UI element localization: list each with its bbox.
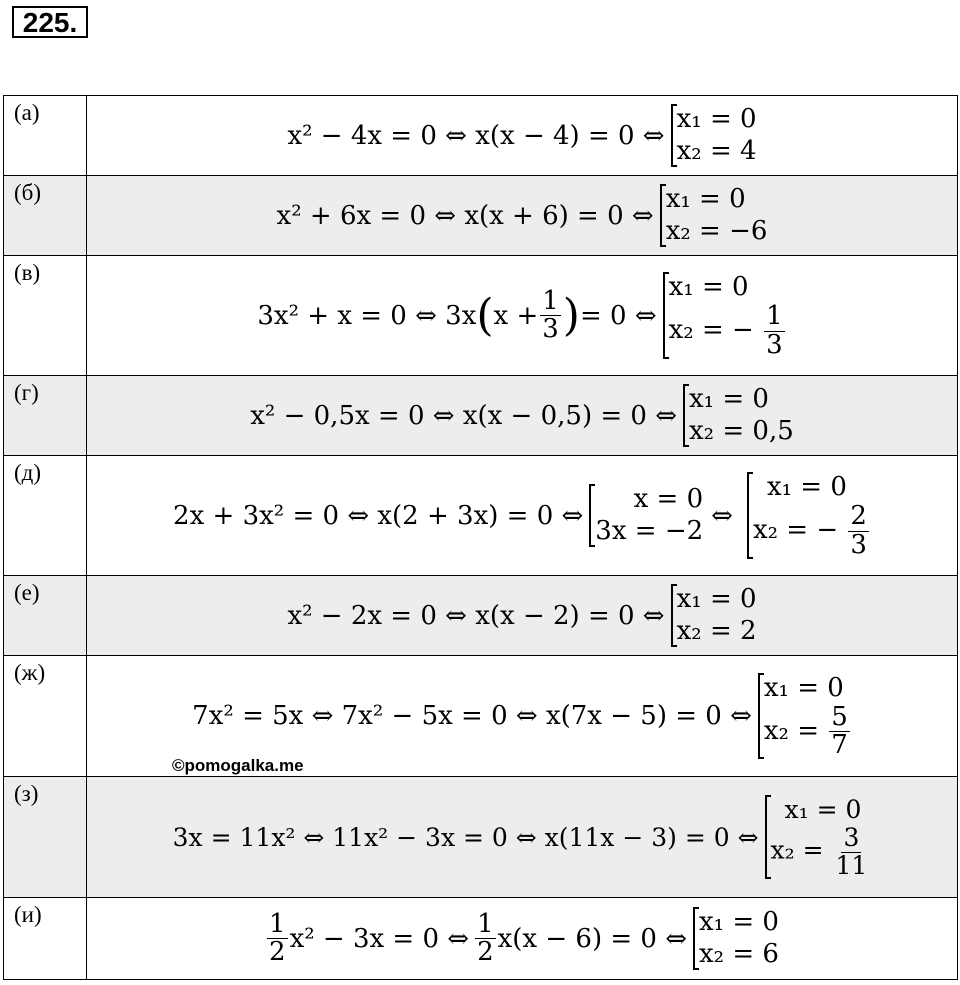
denominator: 2: [477, 937, 494, 967]
fraction: [834, 825, 870, 879]
table-row: [4, 456, 958, 576]
equation-text: x² − 3x = 0 ⇔: [289, 923, 470, 954]
root-1: x₁ = 0: [763, 672, 844, 703]
equation-text: x² − 2x = 0 ⇔ x(x − 2) = 0 ⇔: [287, 600, 665, 631]
row-label: (и): [4, 898, 87, 980]
row-label: (ж): [4, 656, 87, 777]
root-2: x₂ = − $\frac{1}{3}$: [668, 301, 783, 360]
solution-table: [3, 95, 958, 980]
fraction: [475, 908, 496, 967]
numerator: 2: [850, 501, 867, 532]
task-number: 225.: [12, 6, 88, 38]
numerator: 3: [843, 823, 860, 853]
numerator: 5: [831, 701, 848, 732]
fraction: [267, 908, 288, 967]
root-system: [758, 673, 852, 760]
root-2: x₂ = 6: [699, 938, 779, 969]
equation-cell: [87, 376, 958, 456]
row-label: (е): [4, 576, 87, 656]
root-system: [671, 104, 757, 166]
root-1: x₁ = 0: [689, 384, 769, 415]
intermediate-system: x = 0 3x = −2: [589, 484, 703, 546]
table-row: [4, 777, 958, 898]
root-system: [683, 384, 794, 446]
equation-text: 7x² = 5x ⇔ 7x² − 5x = 0 ⇔ x(7x − 5) = 0 ⇔: [192, 701, 752, 731]
root-2: x₂ = 2: [676, 615, 757, 646]
numerator: 1: [269, 908, 286, 939]
table-row: [4, 898, 958, 980]
fraction: [764, 303, 785, 359]
root-system: [660, 184, 768, 246]
equation-text: x² − 0,5x = 0 ⇔ x(x − 0,5) = 0 ⇔: [250, 400, 677, 431]
denominator: 11: [835, 850, 868, 880]
table-row: [4, 656, 958, 777]
table-row: [4, 376, 958, 456]
numerator: 1: [542, 285, 559, 316]
numerator: 1: [477, 908, 494, 939]
equation-cell: [87, 256, 958, 376]
root-system: [747, 472, 871, 559]
table-row: [4, 176, 958, 256]
equation-text: 3x = 11x² ⇔ 11x² − 3x = 0 ⇔ x(11x − 3) = 0 ⇔: [172, 822, 759, 852]
root-2: x₂ = −6: [665, 215, 768, 246]
root-system: [693, 907, 779, 969]
denominator: 3: [850, 529, 867, 560]
equation-text: 3x² + x = 0 ⇔ 3x: [257, 300, 477, 331]
root-2: x₂ = 0,5: [689, 415, 794, 446]
equation-cell: [87, 576, 958, 656]
root-system: [765, 795, 872, 879]
table-row: [4, 256, 958, 376]
equation-text: x² − 4x = 0 ⇔ x(x − 4) = 0 ⇔: [287, 120, 665, 151]
denominator: 3: [542, 314, 559, 344]
root-2: x₂ = $\frac{3}{11}$: [770, 823, 868, 880]
equation-cell: [87, 898, 958, 980]
root-1: x₁ = 0: [699, 907, 779, 938]
root-1: x₁ = 0: [668, 272, 749, 303]
root-1: x₁ = 0: [766, 472, 847, 503]
root-system: [671, 584, 757, 646]
equation-cell: [87, 96, 958, 176]
denominator: 2: [269, 937, 286, 967]
equivalence-arrow: ⇔: [711, 500, 733, 531]
root-1: x₁ = 0: [676, 104, 757, 135]
numerator: 1: [766, 301, 783, 332]
equation-text: = 0 ⇔: [579, 300, 657, 331]
left-paren: (: [476, 289, 494, 341]
root-2: x₂ = − $\frac{2}{3}$: [752, 501, 867, 560]
watermark: ©pomogalka.me: [172, 756, 304, 775]
equation-text: x(x − 6) = 0 ⇔: [497, 923, 688, 954]
table-row: [4, 96, 958, 176]
fraction: [540, 285, 561, 344]
fraction: [829, 701, 850, 761]
equation-text: 2x + 3x² = 0 ⇔ x(2 + 3x) = 0 ⇔: [173, 500, 584, 531]
root-1: x₁ = 0: [665, 184, 746, 215]
fraction: [848, 503, 869, 559]
equation-cell: [87, 777, 958, 898]
row-label: (б): [4, 176, 87, 256]
root-2: x₂ = 4: [676, 135, 757, 166]
equation-cell: [87, 456, 958, 576]
row-label: (г): [4, 376, 87, 456]
denominator: 7: [831, 730, 848, 761]
equation-text: x +: [493, 300, 539, 331]
row-label: (з): [4, 777, 87, 898]
equation-text: x² + 6x = 0 ⇔ x(x + 6) = 0 ⇔: [276, 200, 654, 231]
root-1: x₁ = 0: [784, 795, 862, 825]
right-paren: ): [562, 289, 580, 341]
row-label: (в): [4, 256, 87, 376]
row-label: (а): [4, 96, 87, 176]
root-2: x₂ = $\frac{5}{7}$: [763, 701, 848, 761]
root-system: [663, 272, 787, 359]
row-label: (д): [4, 456, 87, 576]
root-1: x₁ = 0: [676, 584, 757, 615]
table-row: [4, 576, 958, 656]
equation-cell: [87, 176, 958, 256]
denominator: 3: [766, 329, 783, 360]
